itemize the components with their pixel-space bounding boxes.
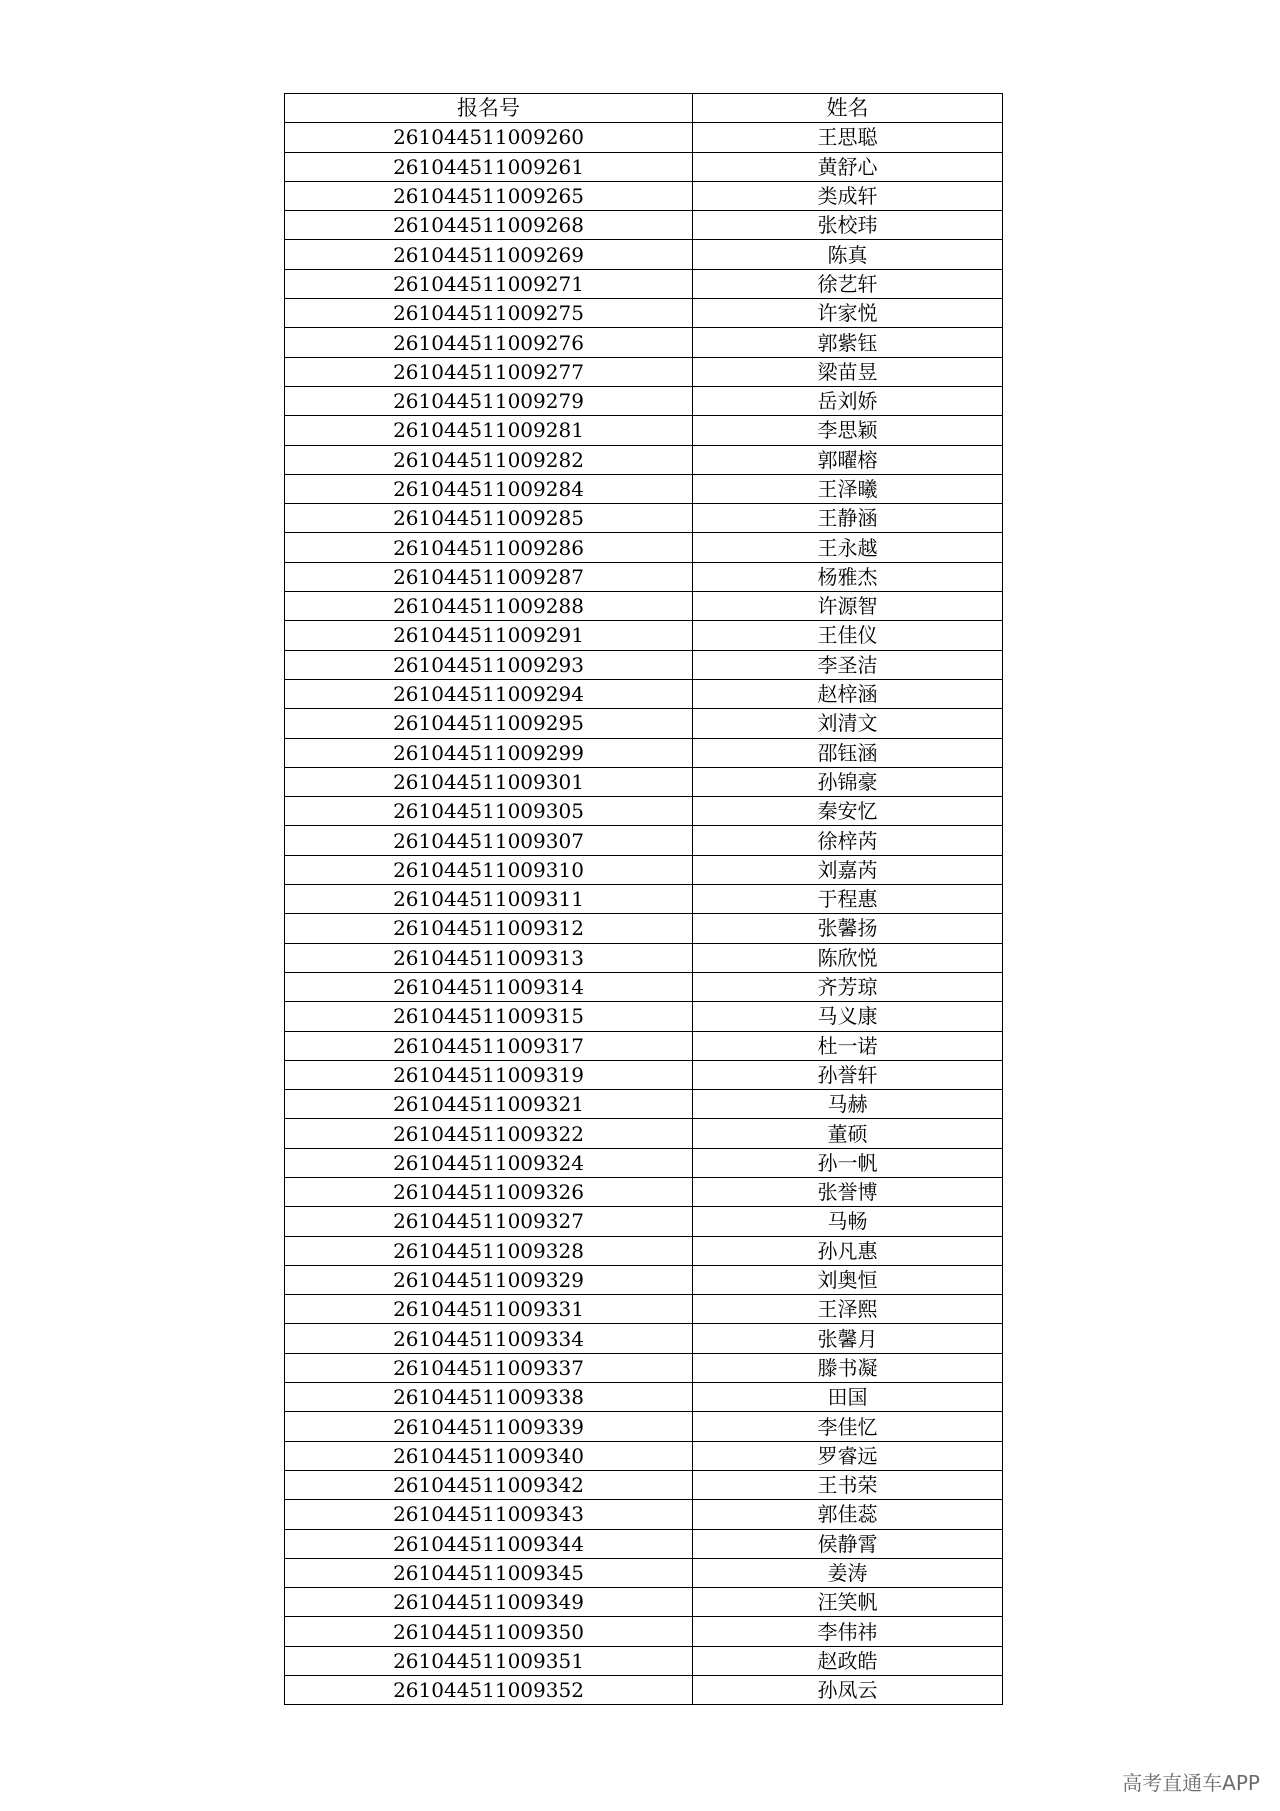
registration-number-cell: 261044511009339 [285, 1412, 693, 1441]
registration-number-cell: 261044511009313 [285, 943, 693, 972]
registration-number-cell: 261044511009345 [285, 1558, 693, 1587]
table-row [285, 1002, 1003, 1031]
student-name-cell: 赵政皓 [693, 1646, 1003, 1675]
table-row [285, 709, 1003, 738]
registration-number-cell: 261044511009338 [285, 1383, 693, 1412]
student-name-cell: 齐芳琼 [693, 972, 1003, 1001]
table-row [285, 416, 1003, 445]
student-name-cell: 王静涵 [693, 504, 1003, 533]
table-row [285, 1588, 1003, 1617]
header-name: 姓名 [693, 94, 1003, 123]
table-row [285, 1470, 1003, 1499]
table-row [285, 1090, 1003, 1119]
table-row [285, 797, 1003, 826]
student-name-cell: 黄舒心 [693, 152, 1003, 181]
table-row [285, 1617, 1003, 1646]
registration-number-cell: 261044511009269 [285, 240, 693, 269]
student-name-cell: 王泽曦 [693, 474, 1003, 503]
registration-number-cell: 261044511009277 [285, 357, 693, 386]
table-row [285, 972, 1003, 1001]
registration-number-cell: 261044511009275 [285, 299, 693, 328]
student-name-cell: 岳刘娇 [693, 386, 1003, 415]
student-name-cell: 徐艺轩 [693, 269, 1003, 298]
registration-number-cell: 261044511009334 [285, 1324, 693, 1353]
student-name-cell: 徐梓芮 [693, 826, 1003, 855]
table-row [285, 885, 1003, 914]
student-name-cell: 刘清文 [693, 709, 1003, 738]
table-row [285, 562, 1003, 591]
student-name-cell: 王泽熙 [693, 1295, 1003, 1324]
student-name-cell: 李圣洁 [693, 650, 1003, 679]
table-row [285, 445, 1003, 474]
table-row [285, 826, 1003, 855]
student-name-cell: 王思聪 [693, 123, 1003, 152]
registration-number-cell: 261044511009285 [285, 504, 693, 533]
table-row [285, 1353, 1003, 1382]
registration-number-cell: 261044511009311 [285, 885, 693, 914]
table-row [285, 504, 1003, 533]
registration-number-cell: 261044511009329 [285, 1265, 693, 1294]
registration-number-cell: 261044511009305 [285, 797, 693, 826]
student-name-cell: 邵钰涵 [693, 738, 1003, 767]
table-row [285, 1265, 1003, 1294]
table-row [285, 738, 1003, 767]
table-row [285, 1148, 1003, 1177]
registration-number-cell: 261044511009342 [285, 1470, 693, 1499]
table-row [285, 679, 1003, 708]
registration-number-cell: 261044511009340 [285, 1441, 693, 1470]
student-name-cell: 梁苗昱 [693, 357, 1003, 386]
student-name-cell: 孙锦豪 [693, 767, 1003, 796]
registration-number-cell: 261044511009310 [285, 855, 693, 884]
registration-number-cell: 261044511009293 [285, 650, 693, 679]
student-name-cell: 侯静霄 [693, 1529, 1003, 1558]
table-row [285, 386, 1003, 415]
registration-number-cell: 261044511009284 [285, 474, 693, 503]
registration-number-cell: 261044511009331 [285, 1295, 693, 1324]
registration-number-cell: 261044511009291 [285, 621, 693, 650]
registration-number-cell: 261044511009337 [285, 1353, 693, 1382]
table-header-row [285, 94, 1003, 123]
table-row [285, 914, 1003, 943]
table-row [285, 269, 1003, 298]
table-row [285, 1119, 1003, 1148]
student-name-cell: 王书荣 [693, 1470, 1003, 1499]
table-row [285, 181, 1003, 210]
table-row [285, 357, 1003, 386]
student-name-cell: 马畅 [693, 1207, 1003, 1236]
registration-number-cell: 261044511009344 [285, 1529, 693, 1558]
table-row [285, 240, 1003, 269]
table-row [285, 1031, 1003, 1060]
table-row [285, 211, 1003, 240]
registration-number-cell: 261044511009324 [285, 1148, 693, 1177]
student-name-cell: 王佳仪 [693, 621, 1003, 650]
registration-number-cell: 261044511009352 [285, 1676, 693, 1705]
table-row [285, 943, 1003, 972]
student-name-cell: 刘奥恒 [693, 1265, 1003, 1294]
student-name-cell: 郭佳蕊 [693, 1500, 1003, 1529]
student-name-cell: 马赫 [693, 1090, 1003, 1119]
registration-number-cell: 261044511009282 [285, 445, 693, 474]
watermark-text: 高考直通车APP [1122, 1771, 1260, 1795]
student-name-cell: 孙凤云 [693, 1676, 1003, 1705]
table-row [285, 1236, 1003, 1265]
student-name-cell: 李思颖 [693, 416, 1003, 445]
registration-number-cell: 261044511009286 [285, 533, 693, 562]
registration-number-cell: 261044511009351 [285, 1646, 693, 1675]
registration-number-cell: 261044511009322 [285, 1119, 693, 1148]
student-name-cell: 孙凡惠 [693, 1236, 1003, 1265]
registration-table [284, 93, 1003, 1705]
registration-number-cell: 261044511009327 [285, 1207, 693, 1236]
header-registration-number: 报名号 [285, 94, 693, 123]
table-row [285, 1207, 1003, 1236]
table-row [285, 328, 1003, 357]
student-name-cell: 董硕 [693, 1119, 1003, 1148]
student-name-cell: 罗睿远 [693, 1441, 1003, 1470]
table-row [285, 1060, 1003, 1089]
registration-number-cell: 261044511009288 [285, 592, 693, 621]
student-name-cell: 郭曜榕 [693, 445, 1003, 474]
student-name-cell: 孙一帆 [693, 1148, 1003, 1177]
registration-number-cell: 261044511009295 [285, 709, 693, 738]
student-name-cell: 李佳忆 [693, 1412, 1003, 1441]
student-name-cell: 汪笑帆 [693, 1588, 1003, 1617]
table-row [285, 1529, 1003, 1558]
registration-number-cell: 261044511009301 [285, 767, 693, 796]
student-name-cell: 张校玮 [693, 211, 1003, 240]
registration-number-cell: 261044511009287 [285, 562, 693, 591]
student-name-cell: 于程惠 [693, 885, 1003, 914]
table-row [285, 299, 1003, 328]
student-name-cell: 许家悦 [693, 299, 1003, 328]
table-body [285, 123, 1003, 1705]
table-row [285, 650, 1003, 679]
registration-number-cell: 261044511009279 [285, 386, 693, 415]
table-row [285, 1295, 1003, 1324]
table-row [285, 152, 1003, 181]
table-row [285, 1324, 1003, 1353]
student-name-cell: 马义康 [693, 1002, 1003, 1031]
registration-number-cell: 261044511009314 [285, 972, 693, 1001]
student-name-cell: 陈欣悦 [693, 943, 1003, 972]
registration-number-cell: 261044511009319 [285, 1060, 693, 1089]
registration-number-cell: 261044511009328 [285, 1236, 693, 1265]
registration-number-cell: 261044511009268 [285, 211, 693, 240]
table-row [285, 767, 1003, 796]
registration-number-cell: 261044511009260 [285, 123, 693, 152]
table-row [285, 123, 1003, 152]
registration-number-cell: 261044511009261 [285, 152, 693, 181]
registration-number-cell: 261044511009317 [285, 1031, 693, 1060]
registration-number-cell: 261044511009312 [285, 914, 693, 943]
table-row [285, 1500, 1003, 1529]
student-name-cell: 杜一诺 [693, 1031, 1003, 1060]
registration-number-cell: 261044511009265 [285, 181, 693, 210]
table-row [285, 1676, 1003, 1705]
table-row [285, 1383, 1003, 1412]
table-row [285, 1441, 1003, 1470]
registration-number-cell: 261044511009276 [285, 328, 693, 357]
registration-number-cell: 261044511009271 [285, 269, 693, 298]
registration-number-cell: 261044511009281 [285, 416, 693, 445]
registration-number-cell: 261044511009349 [285, 1588, 693, 1617]
student-name-cell: 张誉博 [693, 1177, 1003, 1206]
table-row [285, 1558, 1003, 1587]
student-name-cell: 张馨月 [693, 1324, 1003, 1353]
table-row [285, 1646, 1003, 1675]
table-row [285, 592, 1003, 621]
table-row [285, 1412, 1003, 1441]
table-row [285, 855, 1003, 884]
student-name-cell: 姜涛 [693, 1558, 1003, 1587]
registration-number-cell: 261044511009299 [285, 738, 693, 767]
student-name-cell: 滕书凝 [693, 1353, 1003, 1382]
table-row [285, 474, 1003, 503]
student-name-cell: 孙誉轩 [693, 1060, 1003, 1089]
student-name-cell: 田国 [693, 1383, 1003, 1412]
registration-number-cell: 261044511009350 [285, 1617, 693, 1646]
student-name-cell: 郭紫钰 [693, 328, 1003, 357]
student-name-cell: 秦安忆 [693, 797, 1003, 826]
student-name-cell: 王永越 [693, 533, 1003, 562]
registration-number-cell: 261044511009315 [285, 1002, 693, 1031]
student-name-cell: 刘嘉芮 [693, 855, 1003, 884]
registration-number-cell: 261044511009343 [285, 1500, 693, 1529]
table-row [285, 1177, 1003, 1206]
table-row [285, 533, 1003, 562]
student-name-cell: 陈真 [693, 240, 1003, 269]
table-row [285, 621, 1003, 650]
registration-number-cell: 261044511009294 [285, 679, 693, 708]
student-name-cell: 李伟祎 [693, 1617, 1003, 1646]
student-name-cell: 许源智 [693, 592, 1003, 621]
student-name-cell: 类成轩 [693, 181, 1003, 210]
registration-number-cell: 261044511009326 [285, 1177, 693, 1206]
student-name-cell: 张馨扬 [693, 914, 1003, 943]
student-name-cell: 杨雅杰 [693, 562, 1003, 591]
registration-number-cell: 261044511009321 [285, 1090, 693, 1119]
registration-number-cell: 261044511009307 [285, 826, 693, 855]
student-name-cell: 赵梓涵 [693, 679, 1003, 708]
